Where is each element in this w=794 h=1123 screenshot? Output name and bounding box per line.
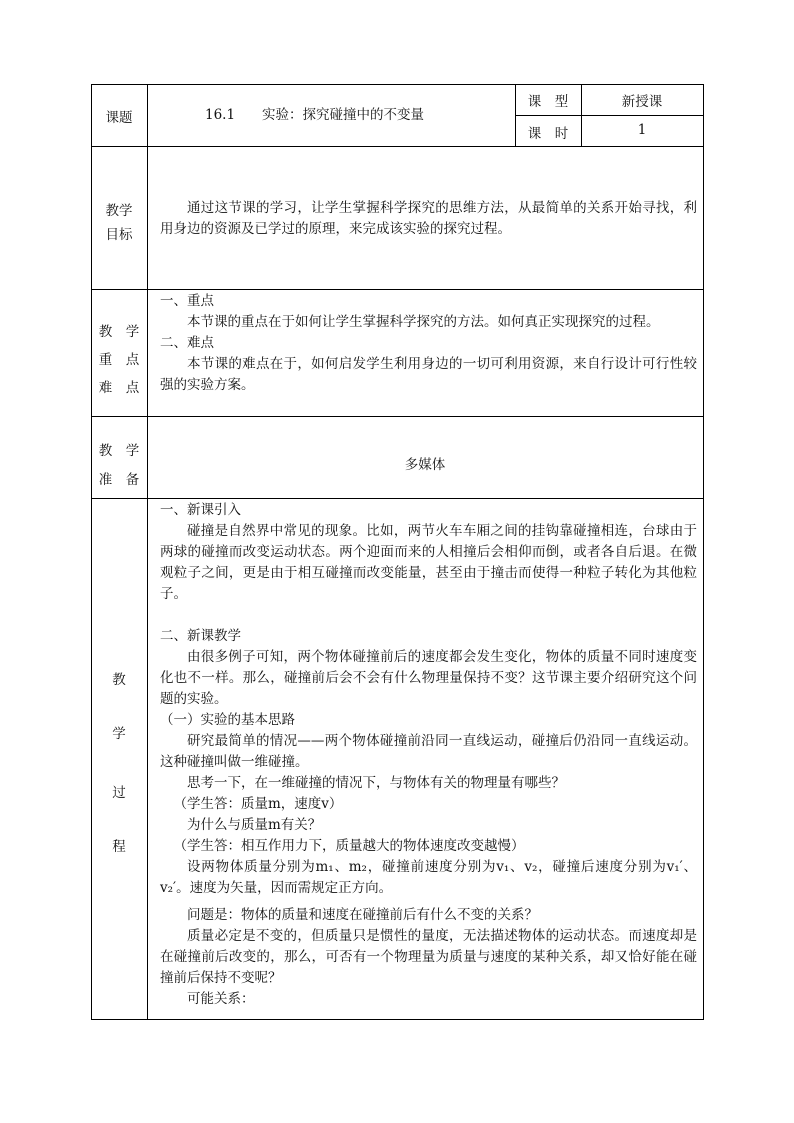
process-text-block xyxy=(160,500,697,1010)
preparation-text: 多媒体 xyxy=(404,457,446,473)
preparation-label-1: 教 学 xyxy=(98,443,140,459)
keypoints-label-1: 教 学 xyxy=(98,324,140,340)
process-answer-1: （学生答：质量m，速度v） xyxy=(173,796,343,812)
keypoints-heading-2: 二、难点 xyxy=(160,335,214,351)
process-spacer xyxy=(160,605,697,626)
objectives-label-2: 目标 xyxy=(105,227,133,243)
process-possible-relation: 可能关系： xyxy=(187,991,255,1007)
process-label-1: 教 xyxy=(112,672,126,688)
process-question-1: 思考一下，在一维碰撞的情况下，与物体有关的物理量有哪些？ xyxy=(187,775,565,791)
type-label: 课 型 xyxy=(527,94,569,110)
objectives-text: 通过这节课的学习，让学生掌握科学探究的思维方法，从最简单的关系开始寻找，利用身边的资源及已学过的原理，来完成该实验的探究过程。 xyxy=(160,200,697,237)
keypoints-label-2: 重 点 xyxy=(98,352,140,368)
preparation-label-2: 准 备 xyxy=(98,472,140,488)
keypoints-text-2: 本节课的难点在于，如何启发学生利用身边的一切可利用资源，来自行设计可行性较强的实验方案。 xyxy=(160,356,697,393)
row-sep-2 xyxy=(91,289,703,290)
keypoints-text-1: 本节课的重点在于如何让学生掌握科学探究的方法。如何真正实现探究的过程。 xyxy=(187,314,660,330)
process-subheading-1: （一）实验的基本思路 xyxy=(160,712,295,728)
lesson-plan-table xyxy=(91,84,703,1019)
keypoints-label-3: 难 点 xyxy=(98,380,140,396)
objectives-text-block xyxy=(160,198,697,240)
border-bottom xyxy=(91,1019,704,1020)
row-sep-4 xyxy=(91,498,703,499)
row-sep-1 xyxy=(91,146,703,147)
process-teaching-text: 由很多例子可知，两个物体碰撞前后的速度都会发生变化，物体的质量不同时速度变化也不一样。那么，碰撞前后会不会有什么物理量保持不变？这节课主要介绍研究这个问题的实验。 xyxy=(160,649,697,707)
process-label-2: 学 xyxy=(112,726,126,742)
row-sep-3 xyxy=(91,416,703,417)
process-reasoning-text: 质量必定是不变的，但质量只是惯性的量度，无法描述物体的运动状态。而速度却是在碰撞前后改变的，那么，可否有一个物理量为质量与速度的某种关系，却又恰好能在碰撞前后保持不变呢？ xyxy=(160,928,697,986)
hours-value: 1 xyxy=(637,122,647,138)
process-heading-teaching: 二、新课教学 xyxy=(160,628,241,644)
process-label-3: 过 xyxy=(112,785,126,801)
lesson-title: 16.1 实验：探究碰撞中的不变量 xyxy=(205,107,425,123)
keypoints-text-block xyxy=(160,291,697,396)
label-column-divider xyxy=(147,84,148,1019)
process-question-2: 为什么与质量m有关？ xyxy=(187,817,322,833)
keypoints-heading-1: 一、重点 xyxy=(160,293,214,309)
process-problem-text: 问题是：物体的质量和速度在碰撞前后有什么不变的关系？ xyxy=(187,907,538,923)
border-top xyxy=(91,84,703,85)
process-answer-2: （学生答：相互作用力下，质量越大的物体速度改变越慢） xyxy=(173,838,525,854)
header-mid-line xyxy=(515,115,703,116)
process-label-4: 程 xyxy=(112,839,126,855)
type-value: 新授课 xyxy=(621,94,663,110)
process-text-1d: 研究最简单的情况——两个物体碰撞前沿同一直线运动，碰撞后仍沿同一直线运动。这种碰撞叫做一维碰撞。 xyxy=(160,733,697,770)
process-intro-text: 碰撞是自然界中常见的现象。比如，两节火车车厢之间的挂钩靠碰撞相连，台球由于两球的碰撞而改变运动状态。两个迎面而来的人相撞后会相仰而倒，或者各自后退。在微观粒子之间，更是由于相互碰撞而改变能量，甚至由于撞击而使得一种粒子转化为其他粒子。 xyxy=(160,523,697,602)
topic-label: 课题 xyxy=(105,110,133,126)
objectives-label-1: 教学 xyxy=(105,203,133,219)
border-right xyxy=(703,84,704,1019)
process-heading-intro: 一、新课引入 xyxy=(160,502,241,518)
process-variables-text: 设两物体质量分别为m₁、m₂，碰撞前速度分别为v₁、v₂，碰撞后速度分别为v₁′、v₂′。速度为矢量，因而需规定正方向。 xyxy=(160,859,697,896)
hours-label: 课 时 xyxy=(527,126,569,142)
